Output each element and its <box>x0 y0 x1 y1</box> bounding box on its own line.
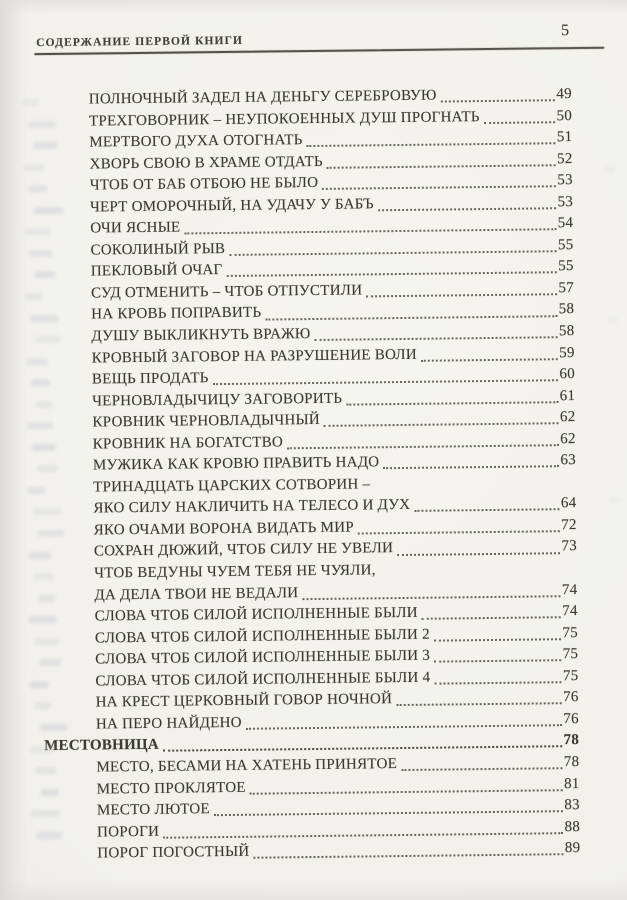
dotted-leader <box>265 315 556 320</box>
toc-entry-page: 75 <box>562 667 579 684</box>
dotted-leader <box>383 466 558 470</box>
toc-entry-title: ЧЕРТ ОМОРОЧНЫЙ, НА УДАЧУ У БАБЪ <box>89 196 374 216</box>
toc-entry-page: 54 <box>557 215 574 232</box>
toc-entry-title: НА ПЕРО НАЙДЕНО <box>95 714 242 733</box>
toc-entry-page: 51 <box>556 129 573 146</box>
toc-entry-title: СОКОЛИНЫЙ РЫВ <box>90 240 226 259</box>
toc-entry-page: 83 <box>564 797 580 814</box>
dotted-leader <box>163 746 562 753</box>
toc-entry-page: 75 <box>562 646 579 663</box>
dotted-leader <box>378 207 556 211</box>
toc-entry-page: 76 <box>563 689 579 706</box>
dotted-leader <box>397 552 559 556</box>
dotted-leader <box>366 293 556 297</box>
toc-entry-title: СЛОВА ЧТОБ СИЛОЙ ИСПОЛНЕННЫЕ БЫЛИ 2 <box>94 626 430 647</box>
toc-entry-title: ЯКО СИЛУ НАКЛИЧИТЬ НА ТЕЛЕСО И ДУХ <box>93 497 411 517</box>
dotted-leader <box>414 509 559 513</box>
toc-entry-page: 76 <box>563 710 579 728</box>
dotted-leader <box>322 185 555 190</box>
toc-entry-title: ЧТОБ ОТ БАБ ОТБОЮ НЕ БЫЛО <box>89 175 319 194</box>
toc-entry-page: 53 <box>557 193 574 210</box>
dotted-leader <box>302 595 560 600</box>
showthrough-layer <box>0 0 623 4</box>
dotted-leader <box>315 336 558 341</box>
toc-entry-title: МЕСТО ЛЮТОЕ <box>96 801 210 819</box>
dotted-leader <box>213 379 558 385</box>
toc-entry-title: ЧТОБ ВЕДУНЫ ЧУЕМ ТЕБЯ НЕ ЧУЯЛИ, <box>94 562 376 582</box>
dotted-leader <box>246 724 562 730</box>
toc-entry-page: 58 <box>558 301 575 318</box>
toc-entry-page: 53 <box>557 172 573 189</box>
toc-entry-page: 50 <box>556 107 573 124</box>
toc-entry-title: МЕСТО ПРОКЛЯТОЕ <box>96 779 246 797</box>
showthrough-mark <box>609 497 619 503</box>
dotted-leader <box>434 638 561 641</box>
toc-entry-title: КРОВНИК НА БОГАТСТВО <box>92 434 284 453</box>
toc-entry-title: ВЕЩЬ ПРОДАТЬ <box>91 370 209 388</box>
dotted-leader <box>421 358 557 362</box>
dotted-leader <box>324 422 558 427</box>
toc-entry-title: НА КРОВЬ ПОПРАВИТЬ <box>91 305 262 323</box>
dotted-leader <box>250 789 562 795</box>
toc-entry-page: 62 <box>559 409 576 426</box>
toc-entry-page: 74 <box>562 603 578 620</box>
dotted-leader <box>396 703 561 707</box>
dotted-leader <box>484 121 555 124</box>
toc-entry-page: 78 <box>563 753 580 771</box>
toc-entry-title: ХВОРЬ СВОЮ В ХРАМЕ ОТДАТЬ <box>89 153 323 173</box>
toc-entry-title: ПОРОГИ <box>97 823 160 841</box>
toc-entry-page: 49 <box>556 86 572 103</box>
toc-entry-title: ПЕКЛОВЫЙ ОЧАГ <box>90 262 223 280</box>
dotted-leader <box>441 99 555 102</box>
page-number: 5 <box>560 22 570 40</box>
toc-entry-title: СЛОВА ЧТОБ СИЛОЙ ИСПОЛНЕННЫЕ БЫЛИ <box>94 604 418 625</box>
toc-entry-page: 58 <box>558 323 575 340</box>
toc-entry-title: ЧЕРНОВЛАДЫЧИЦУ ЗАГОВОРИТЬ <box>92 390 343 410</box>
toc-entry-page: 62 <box>560 430 576 447</box>
toc-entry-page: 81 <box>564 775 580 792</box>
toc-entry-page: 75 <box>562 624 578 641</box>
toc-entry-title: ДА ДЕЛА ТВОИ НЕ ВЕДАЛИ <box>94 584 299 604</box>
toc-entry-page: 89 <box>564 840 581 857</box>
toc-entry-page: 63 <box>560 452 577 469</box>
toc-entry-title: МЕСТОВНИЦА <box>44 737 160 755</box>
toc-entry-page: 60 <box>559 366 576 383</box>
toc-entry-title: ДУШУ ВЫКЛИКНУТЬ ВРАЖЮ <box>91 326 311 345</box>
toc-entry-title: МУЖИКА КАК КРОВЮ ПРАВИТЬ НАДО <box>92 454 380 474</box>
toc-entry-title: СОХРАН ДЮЖИЙ, ЧТОБ СИЛУ НЕ УВЕЛИ <box>93 540 394 560</box>
toc-entry-page: 59 <box>559 344 575 361</box>
dotted-leader <box>229 250 556 256</box>
dotted-leader <box>226 272 556 278</box>
toc-entry-title: ТРЕХГОВОРНИК – НЕУПОКОЕННЫХ ДУШ ПРОГНАТЬ <box>88 108 480 130</box>
showthrough-mark <box>607 317 617 323</box>
dotted-leader <box>287 444 558 449</box>
toc-entry-page: 73 <box>561 538 578 555</box>
running-title: СОДЕРЖАНИЕ ПЕРВОЙ КНИГИ <box>36 34 244 50</box>
toc-entry-page: 55 <box>557 236 574 254</box>
toc-entry-page: 78 <box>563 732 580 749</box>
toc-entry-title: СЛОВА ЧТОБ СИЛОЙ ИСПОЛНЕННЫЕ БЫЛИ 4 <box>95 669 431 690</box>
toc-entry-page: 52 <box>556 150 573 167</box>
dotted-leader <box>184 229 555 235</box>
dotted-leader <box>346 401 558 405</box>
toc-entry-title: НА КРЕСТ ЦЕРКОВНЫЙ ГОВОР НОЧНОЙ <box>95 691 393 711</box>
toc-entry-page: 61 <box>559 387 576 404</box>
dotted-leader <box>307 142 555 147</box>
toc-entry-title: ПОРОГ ПОГОСТНЫЙ <box>97 843 250 862</box>
toc-entry-page: 57 <box>558 279 575 297</box>
toc-entry-title: ЯКО ОЧАМИ ВОРОНА ВИДАТЬ МИР <box>93 519 354 539</box>
toc-entry-title: КРОВНИК ЧЕРНОВЛАДЫЧНЫЙ <box>92 412 321 431</box>
toc-entry-page: 88 <box>564 818 581 835</box>
toc-entry-title: СЛОВА ЧТОБ СИЛОЙ ИСПОЛНЕННЫЕ БЫЛИ 3 <box>95 647 431 668</box>
dotted-leader <box>214 810 563 816</box>
dotted-leader <box>254 853 563 859</box>
toc-entry-title: КРОВНЫЙ ЗАГОВОР НА РАЗРУШЕНИЕ ВОЛИ <box>91 346 417 367</box>
showthrough-mark <box>606 167 616 173</box>
dotted-leader <box>434 659 561 662</box>
dotted-leader <box>327 164 555 169</box>
dotted-leader <box>358 530 559 534</box>
dotted-leader <box>422 616 560 620</box>
dotted-leader <box>401 767 562 771</box>
toc-entry-title: МЕСТО, БЕСАМИ НА ХАТЕНЬ ПРИНЯТОЕ <box>96 756 398 776</box>
toc-entry-title: ПОЛНОЧНЫЙ ЗАДЕЛ НА ДЕНЬГУ СЕРЕБРОВУЮ <box>88 87 437 108</box>
toc-entry-page: 74 <box>561 581 578 598</box>
toc-entry-page: 55 <box>558 258 574 275</box>
toc-entry-page: 72 <box>561 516 577 534</box>
toc-entry-title: ТРИНАДЦАТЬ ЦАРСКИХ СОТВОРИН – <box>93 476 371 496</box>
toc-entry-title: МЕРТВОГО ДУХА ОТОГНАТЬ <box>89 132 303 151</box>
toc-entry-page: 64 <box>560 495 577 512</box>
toc-list <box>37 84 581 866</box>
dotted-leader <box>434 681 561 684</box>
toc-entry-title: СУД ОТМЕНИТЬ – ЧТОБ ОТПУСТИЛИ <box>90 282 363 302</box>
toc-entry-title: ОЧИ ЯСНЫЕ <box>90 219 181 237</box>
dotted-leader <box>163 832 562 839</box>
